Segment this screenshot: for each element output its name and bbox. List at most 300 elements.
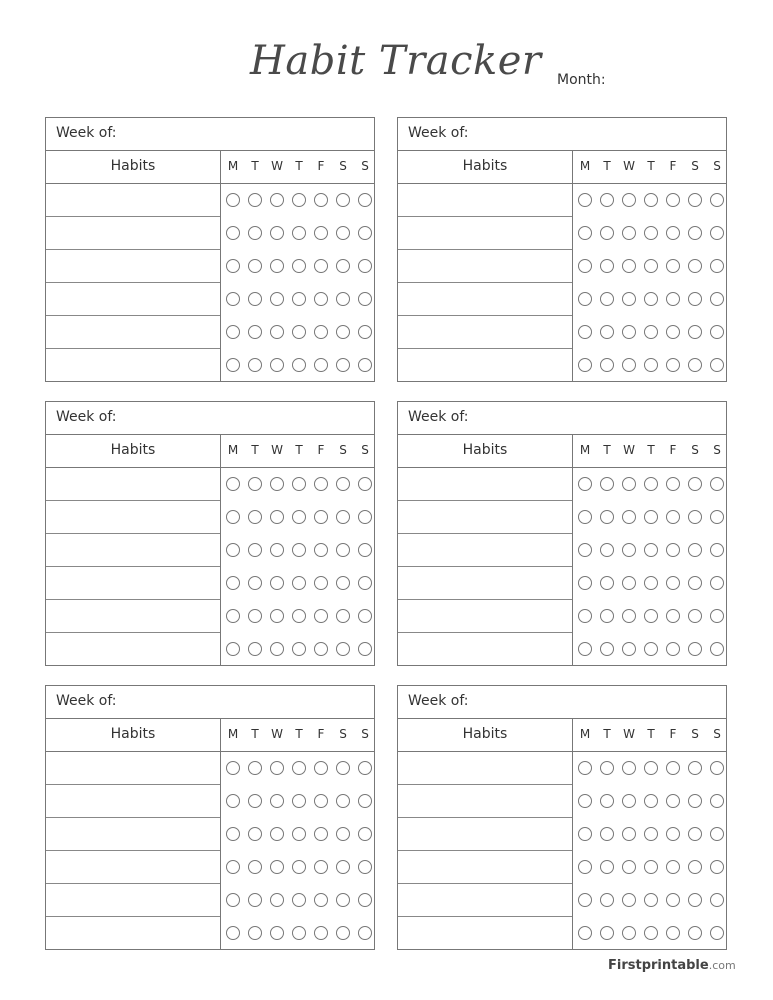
habit-check-circle[interactable] (314, 259, 328, 273)
habit-check-circle[interactable] (578, 860, 592, 874)
habit-check-circle[interactable] (336, 543, 350, 557)
habit-check-circle[interactable] (600, 477, 614, 491)
habit-check-circle[interactable] (710, 193, 724, 207)
habit-check-circle[interactable] (292, 860, 306, 874)
habit-check-circle[interactable] (644, 543, 658, 557)
habit-check-circle[interactable] (292, 510, 306, 524)
habit-check-circle[interactable] (666, 893, 680, 907)
habit-check-circle[interactable] (578, 827, 592, 841)
habit-name-field[interactable] (46, 468, 220, 501)
habit-check-circle[interactable] (644, 761, 658, 775)
habit-check-circle[interactable] (270, 642, 284, 656)
habit-check-circle[interactable] (622, 226, 636, 240)
habit-check-circle[interactable] (644, 794, 658, 808)
habit-check-circle[interactable] (314, 926, 328, 940)
habit-check-circle[interactable] (226, 576, 240, 590)
habit-check-circle[interactable] (336, 642, 350, 656)
habit-check-circle[interactable] (710, 510, 724, 524)
habit-check-circle[interactable] (358, 510, 372, 524)
habit-check-circle[interactable] (248, 642, 262, 656)
habit-check-circle[interactable] (644, 259, 658, 273)
habit-name-field[interactable] (46, 752, 220, 785)
habit-check-circle[interactable] (688, 794, 702, 808)
habit-check-circle[interactable] (710, 893, 724, 907)
habit-check-circle[interactable] (600, 510, 614, 524)
habit-check-circle[interactable] (622, 761, 636, 775)
day-letter: M (227, 443, 239, 457)
habit-check-circle[interactable] (314, 477, 328, 491)
habit-check-circle[interactable] (270, 292, 284, 306)
habit-check-circle[interactable] (666, 609, 680, 623)
habit-check-circle[interactable] (644, 642, 658, 656)
habit-check-circle[interactable] (358, 292, 372, 306)
habit-check-circle[interactable] (226, 325, 240, 339)
habit-check-circle[interactable] (710, 358, 724, 372)
habit-check-circle[interactable] (600, 193, 614, 207)
habit-check-circle[interactable] (710, 477, 724, 491)
habit-check-circle[interactable] (666, 860, 680, 874)
habit-check-circle[interactable] (666, 292, 680, 306)
habit-name-field[interactable] (398, 283, 572, 316)
habit-name-field[interactable] (398, 917, 572, 950)
habit-check-circle[interactable] (688, 893, 702, 907)
habit-check-circle[interactable] (688, 510, 702, 524)
habit-check-circle[interactable] (578, 794, 592, 808)
habit-check-circle[interactable] (358, 893, 372, 907)
habit-check-circle[interactable] (226, 292, 240, 306)
habit-check-circle[interactable] (600, 226, 614, 240)
habit-check-circle[interactable] (226, 259, 240, 273)
habit-check-circle[interactable] (688, 259, 702, 273)
habit-name-field[interactable] (46, 785, 220, 818)
habit-check-circle[interactable] (270, 926, 284, 940)
habit-check-circle[interactable] (666, 794, 680, 808)
habit-check-circle[interactable] (248, 827, 262, 841)
habit-name-field[interactable] (398, 501, 572, 534)
habit-check-circle[interactable] (666, 761, 680, 775)
habit-check-circle[interactable] (578, 510, 592, 524)
habit-check-circle[interactable] (314, 292, 328, 306)
habit-name-field[interactable] (46, 851, 220, 884)
habit-name-field[interactable] (398, 600, 572, 633)
habit-check-circle[interactable] (292, 926, 306, 940)
habit-check-circle[interactable] (666, 510, 680, 524)
habit-check-circle[interactable] (644, 193, 658, 207)
habit-check-circle[interactable] (336, 609, 350, 623)
habit-check-circle[interactable] (644, 477, 658, 491)
habit-check-circle[interactable] (270, 794, 284, 808)
habit-name-field[interactable] (46, 567, 220, 600)
habit-check-circle[interactable] (358, 827, 372, 841)
week-of-row[interactable] (398, 118, 726, 151)
habit-check-circle[interactable] (622, 510, 636, 524)
habit-check-circle[interactable] (336, 292, 350, 306)
habit-check-circle[interactable] (292, 642, 306, 656)
habit-name-field[interactable] (46, 917, 220, 950)
habit-check-circle[interactable] (688, 761, 702, 775)
habit-check-circle[interactable] (666, 477, 680, 491)
habit-check-circle[interactable] (248, 576, 262, 590)
habit-check-circle[interactable] (226, 642, 240, 656)
habit-check-circle[interactable] (710, 794, 724, 808)
day-header (573, 151, 726, 184)
habit-check-circle[interactable] (314, 893, 328, 907)
habit-check-circle[interactable] (600, 860, 614, 874)
habit-check-circle[interactable] (314, 827, 328, 841)
habit-check-circle[interactable] (644, 576, 658, 590)
habit-name-field[interactable] (46, 349, 220, 382)
habit-check-circle[interactable] (644, 893, 658, 907)
habit-check-circle[interactable] (226, 926, 240, 940)
habit-check-circle[interactable] (688, 926, 702, 940)
habit-check-circle[interactable] (688, 576, 702, 590)
habit-check-circle[interactable] (226, 510, 240, 524)
habit-check-circle[interactable] (710, 642, 724, 656)
habit-check-circle[interactable] (688, 193, 702, 207)
habit-check-circle[interactable] (248, 193, 262, 207)
habit-check-circle[interactable] (270, 510, 284, 524)
habit-check-circle[interactable] (314, 510, 328, 524)
habit-check-circle[interactable] (666, 543, 680, 557)
habit-check-circle[interactable] (600, 827, 614, 841)
habit-check-circle[interactable] (248, 226, 262, 240)
habit-name-field[interactable] (398, 752, 572, 785)
habit-check-circle[interactable] (710, 576, 724, 590)
habit-check-circle[interactable] (314, 761, 328, 775)
habit-check-circle[interactable] (358, 226, 372, 240)
day-header (221, 435, 374, 468)
habit-check-circle[interactable] (578, 926, 592, 940)
habit-check-circle[interactable] (358, 576, 372, 590)
habit-check-circle[interactable] (688, 226, 702, 240)
habit-check-circle[interactable] (710, 259, 724, 273)
habit-check-circle[interactable] (270, 477, 284, 491)
habit-check-circle[interactable] (666, 325, 680, 339)
habit-check-circle[interactable] (710, 325, 724, 339)
habit-name-field[interactable] (398, 818, 572, 851)
habit-check-circle[interactable] (644, 609, 658, 623)
habit-check-circle[interactable] (336, 860, 350, 874)
habit-check-circle[interactable] (578, 292, 592, 306)
habit-check-circle[interactable] (710, 761, 724, 775)
habit-check-circle[interactable] (688, 609, 702, 623)
habit-name-field[interactable] (398, 785, 572, 818)
habit-check-circle[interactable] (314, 193, 328, 207)
habit-check-circle[interactable] (710, 226, 724, 240)
habit-name-field[interactable] (46, 250, 220, 283)
habit-check-circle[interactable] (270, 893, 284, 907)
habit-check-circle[interactable] (270, 860, 284, 874)
habit-name-field[interactable] (46, 501, 220, 534)
day-letter: M (227, 727, 239, 741)
habit-check-circle[interactable] (226, 794, 240, 808)
habit-check-circle[interactable] (292, 576, 306, 590)
habit-check-circle[interactable] (578, 358, 592, 372)
habit-check-circle[interactable] (292, 259, 306, 273)
habit-check-circle[interactable] (578, 193, 592, 207)
habit-check-circle[interactable] (314, 325, 328, 339)
habit-check-circle[interactable] (622, 827, 636, 841)
habit-check-circle[interactable] (666, 926, 680, 940)
habit-check-circle[interactable] (336, 325, 350, 339)
habit-check-circle[interactable] (358, 609, 372, 623)
week-of-row[interactable] (46, 686, 374, 719)
habit-check-circle[interactable] (666, 193, 680, 207)
habit-check-circle[interactable] (688, 860, 702, 874)
habit-check-circle[interactable] (336, 510, 350, 524)
habit-name-field[interactable] (46, 283, 220, 316)
habit-name-field[interactable] (46, 184, 220, 217)
habit-check-circle[interactable] (336, 576, 350, 590)
habit-check-circle[interactable] (622, 477, 636, 491)
habit-name-field[interactable] (398, 316, 572, 349)
habit-check-circle[interactable] (292, 827, 306, 841)
habit-check-circle[interactable] (358, 193, 372, 207)
habit-check-circle[interactable] (688, 325, 702, 339)
habit-check-circle[interactable] (270, 325, 284, 339)
habit-check-circle[interactable] (248, 325, 262, 339)
habit-check-circle[interactable] (578, 226, 592, 240)
habit-name-field[interactable] (398, 349, 572, 382)
habit-check-circle[interactable] (622, 642, 636, 656)
habit-name-field[interactable] (398, 184, 572, 217)
habit-check-circle[interactable] (666, 827, 680, 841)
week-of-row[interactable] (46, 118, 374, 151)
habit-check-circle[interactable] (226, 543, 240, 557)
habit-check-circle[interactable] (644, 325, 658, 339)
habit-check-circle[interactable] (226, 761, 240, 775)
habit-check-circle[interactable] (688, 292, 702, 306)
habit-check-circle[interactable] (226, 477, 240, 491)
habit-check-circle[interactable] (622, 926, 636, 940)
habit-check-circle[interactable] (600, 926, 614, 940)
habit-check-circle[interactable] (358, 642, 372, 656)
habit-check-circle[interactable] (270, 761, 284, 775)
habit-check-circle[interactable] (226, 609, 240, 623)
habit-check-circle[interactable] (358, 761, 372, 775)
habit-check-circle[interactable] (248, 477, 262, 491)
habit-check-circle[interactable] (270, 226, 284, 240)
habit-check-circle[interactable] (358, 358, 372, 372)
habit-check-circle[interactable] (270, 827, 284, 841)
habit-check-circle[interactable] (226, 860, 240, 874)
habit-check-circle[interactable] (314, 794, 328, 808)
habit-check-circle[interactable] (248, 259, 262, 273)
habit-name-field[interactable] (398, 468, 572, 501)
habit-check-circle[interactable] (666, 226, 680, 240)
habit-check-circle[interactable] (336, 259, 350, 273)
habit-check-circle[interactable] (666, 576, 680, 590)
habit-check-circle[interactable] (358, 794, 372, 808)
habit-check-circle[interactable] (358, 860, 372, 874)
habit-name-field[interactable] (46, 316, 220, 349)
habit-check-circle[interactable] (622, 325, 636, 339)
habit-check-circle[interactable] (622, 259, 636, 273)
habit-check-circle[interactable] (600, 609, 614, 623)
habit-check-circle[interactable] (292, 543, 306, 557)
habit-check-circle[interactable] (578, 609, 592, 623)
habit-check-circle[interactable] (644, 827, 658, 841)
habit-check-circle[interactable] (314, 226, 328, 240)
habit-check-circle[interactable] (292, 477, 306, 491)
habit-check-circle[interactable] (336, 477, 350, 491)
habit-check-circle[interactable] (688, 543, 702, 557)
habit-check-circle[interactable] (644, 292, 658, 306)
habit-check-circle[interactable] (578, 325, 592, 339)
habit-check-circle[interactable] (644, 226, 658, 240)
habit-check-circle[interactable] (578, 761, 592, 775)
habit-check-circle[interactable] (578, 477, 592, 491)
habit-check-circle[interactable] (314, 860, 328, 874)
habit-check-circle[interactable] (270, 358, 284, 372)
habit-check-circle[interactable] (248, 609, 262, 623)
week-of-row[interactable] (398, 402, 726, 435)
habit-check-circle[interactable] (710, 543, 724, 557)
habit-check-circle[interactable] (600, 761, 614, 775)
habit-check-circle[interactable] (578, 642, 592, 656)
day-letter: S (339, 159, 347, 173)
habit-check-circle[interactable] (248, 292, 262, 306)
habit-name-field[interactable] (46, 217, 220, 250)
habit-check-circle[interactable] (622, 794, 636, 808)
habit-check-circle[interactable] (622, 576, 636, 590)
habit-check-circle[interactable] (688, 642, 702, 656)
habit-check-circle[interactable] (270, 543, 284, 557)
habit-name-field[interactable] (398, 884, 572, 917)
habit-check-circle[interactable] (644, 510, 658, 524)
habit-check-circle[interactable] (688, 477, 702, 491)
habit-check-circle[interactable] (248, 761, 262, 775)
habit-check-circle[interactable] (710, 292, 724, 306)
habit-check-circle[interactable] (578, 893, 592, 907)
habit-check-circle[interactable] (578, 543, 592, 557)
habit-check-circle[interactable] (600, 358, 614, 372)
habit-check-circle[interactable] (270, 193, 284, 207)
habit-check-circle[interactable] (336, 794, 350, 808)
habit-check-circle[interactable] (292, 893, 306, 907)
habit-check-circle[interactable] (226, 893, 240, 907)
week-of-row[interactable] (398, 686, 726, 719)
habit-name-field[interactable] (46, 534, 220, 567)
habit-check-circle[interactable] (710, 926, 724, 940)
habit-check-circle[interactable] (314, 543, 328, 557)
habit-check-circle[interactable] (270, 576, 284, 590)
habit-check-circle[interactable] (710, 827, 724, 841)
habit-check-circle[interactable] (622, 193, 636, 207)
habit-name-field[interactable] (46, 633, 220, 666)
habit-name-field[interactable] (398, 633, 572, 666)
habit-check-circle[interactable] (292, 325, 306, 339)
habit-check-circle[interactable] (292, 358, 306, 372)
habit-check-circle[interactable] (622, 292, 636, 306)
habit-check-circle[interactable] (600, 259, 614, 273)
habit-check-circle[interactable] (688, 827, 702, 841)
habit-check-circle[interactable] (600, 325, 614, 339)
habit-check-circle[interactable] (226, 226, 240, 240)
habit-check-circle[interactable] (336, 226, 350, 240)
habit-check-circle[interactable] (622, 609, 636, 623)
habit-check-circle[interactable] (710, 609, 724, 623)
habit-check-circle[interactable] (314, 358, 328, 372)
habit-check-circle[interactable] (622, 358, 636, 372)
habit-check-circle[interactable] (358, 477, 372, 491)
habit-check-circle[interactable] (248, 510, 262, 524)
habit-check-circle[interactable] (336, 827, 350, 841)
habit-check-circle[interactable] (226, 358, 240, 372)
habit-check-circle[interactable] (292, 609, 306, 623)
day-letter: F (317, 443, 325, 457)
habit-check-circle[interactable] (358, 325, 372, 339)
habit-name-field[interactable] (398, 567, 572, 600)
habit-check-circle[interactable] (336, 193, 350, 207)
habit-check-circle[interactable] (248, 860, 262, 874)
habit-check-circle[interactable] (314, 576, 328, 590)
habit-check-circle[interactable] (358, 543, 372, 557)
habit-name-field[interactable] (46, 818, 220, 851)
habit-name-field[interactable] (398, 250, 572, 283)
habit-check-circle[interactable] (622, 860, 636, 874)
habit-check-circle[interactable] (710, 860, 724, 874)
habit-check-circle[interactable] (600, 642, 614, 656)
habit-check-circle[interactable] (578, 576, 592, 590)
habit-check-circle[interactable] (336, 358, 350, 372)
habit-check-circle[interactable] (358, 926, 372, 940)
habit-check-circle[interactable] (666, 642, 680, 656)
habit-check-circle[interactable] (292, 193, 306, 207)
habit-check-circle[interactable] (314, 609, 328, 623)
habit-check-circle[interactable] (600, 794, 614, 808)
week-of-row[interactable] (46, 402, 374, 435)
habit-check-circle[interactable] (358, 259, 372, 273)
habit-check-circle[interactable] (600, 543, 614, 557)
habit-check-circle[interactable] (666, 259, 680, 273)
habit-check-circle[interactable] (292, 794, 306, 808)
habit-check-circle[interactable] (644, 860, 658, 874)
habit-check-circle[interactable] (314, 642, 328, 656)
habit-check-circle[interactable] (336, 926, 350, 940)
habit-check-circle[interactable] (270, 609, 284, 623)
habit-name-field[interactable] (46, 600, 220, 633)
habit-check-circle[interactable] (622, 543, 636, 557)
habit-check-circle[interactable] (600, 576, 614, 590)
habit-check-circle[interactable] (292, 226, 306, 240)
habit-check-circle[interactable] (644, 926, 658, 940)
habit-check-circle[interactable] (622, 893, 636, 907)
habit-name-field[interactable] (398, 851, 572, 884)
habit-check-circle[interactable] (292, 292, 306, 306)
habit-check-circle[interactable] (248, 926, 262, 940)
habit-check-circle[interactable] (270, 259, 284, 273)
habit-check-circle[interactable] (644, 358, 658, 372)
habit-check-circle[interactable] (226, 827, 240, 841)
habit-check-circle[interactable] (688, 358, 702, 372)
habit-check-circle[interactable] (248, 358, 262, 372)
habit-check-circle[interactable] (248, 794, 262, 808)
habit-name-field[interactable] (46, 884, 220, 917)
habit-check-circle[interactable] (248, 893, 262, 907)
habit-check-circle[interactable] (600, 292, 614, 306)
habit-name-field[interactable] (398, 217, 572, 250)
habit-check-circle[interactable] (248, 543, 262, 557)
habit-check-circle[interactable] (578, 259, 592, 273)
habit-check-circle[interactable] (336, 761, 350, 775)
habit-name-field[interactable] (398, 534, 572, 567)
habit-check-circle[interactable] (666, 358, 680, 372)
habit-check-circle[interactable] (336, 893, 350, 907)
habit-check-circle[interactable] (600, 893, 614, 907)
habit-check-circle[interactable] (226, 193, 240, 207)
habit-check-circle[interactable] (292, 761, 306, 775)
